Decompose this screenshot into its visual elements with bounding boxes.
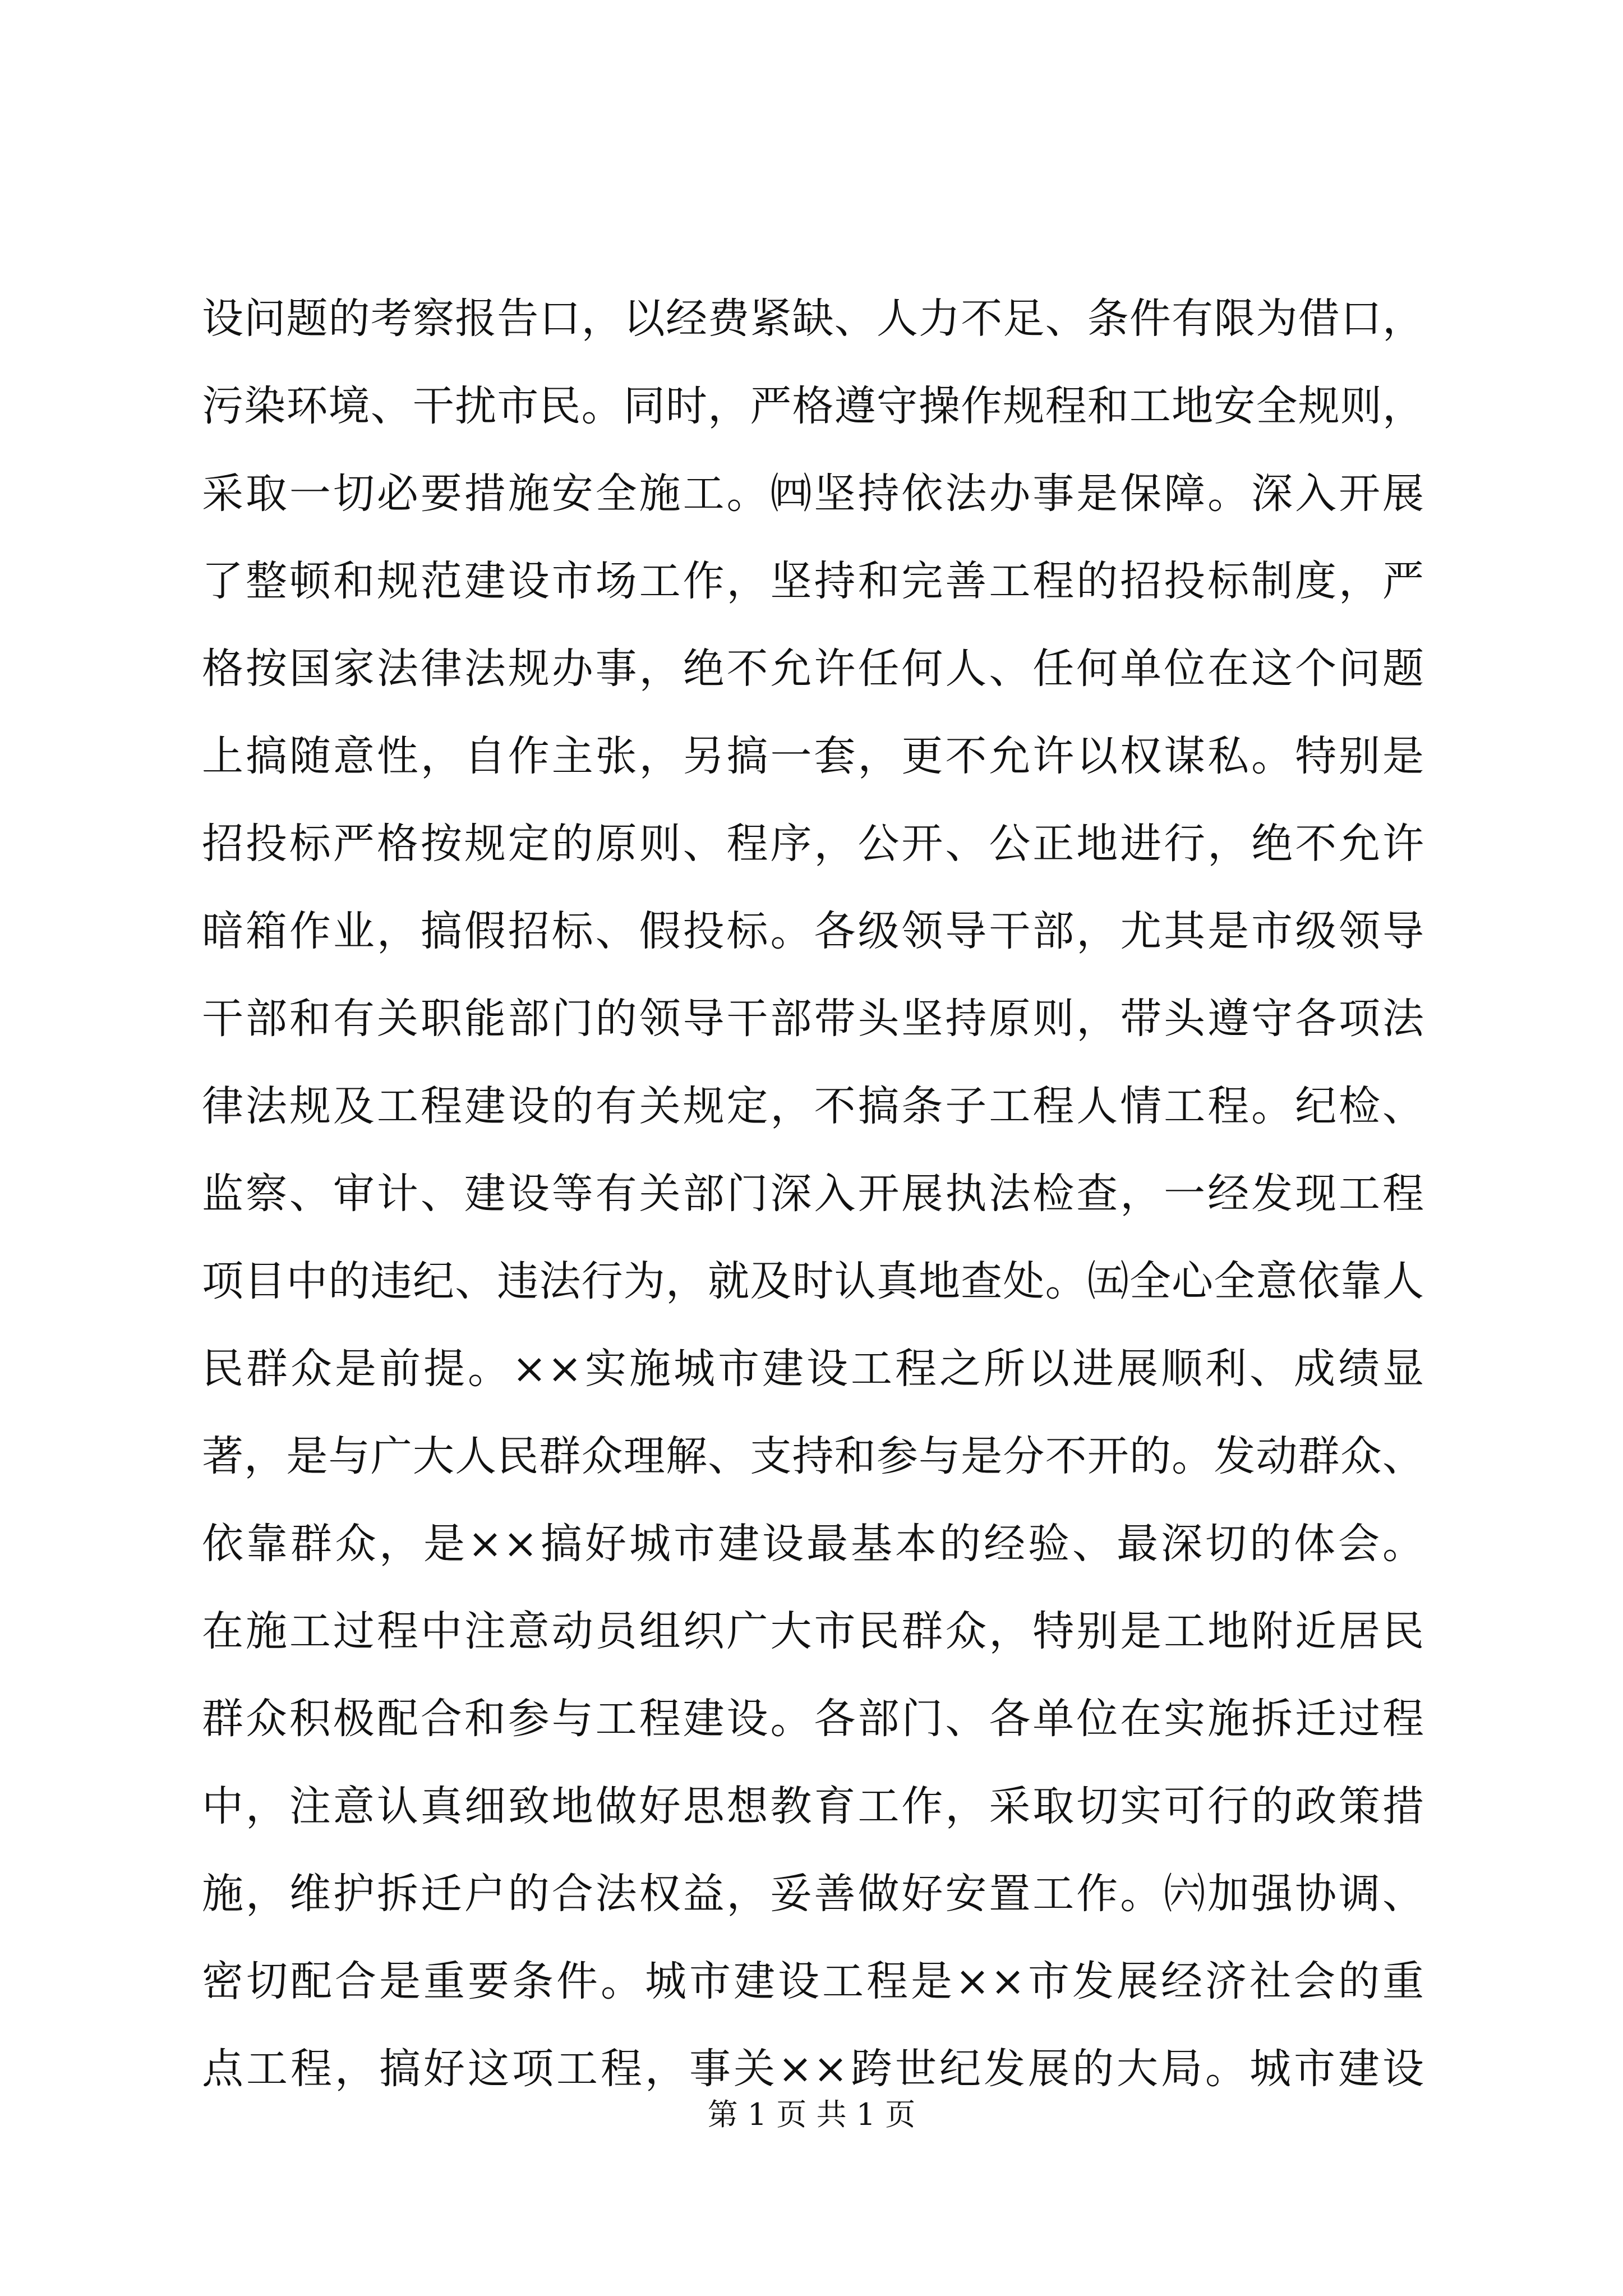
text-line: 律法规及工程建设的有关规定，不搞条子工程人情工程。纪检、 <box>202 1082 1424 1130</box>
text-line: 依靠群众，是××搞好城市建设最基本的经验、最深切的体会。 <box>202 1520 1424 1568</box>
text-line: 著，是与广大人民群众理解、支持和参与是分不开的。发动群众、 <box>202 1432 1424 1480</box>
text-line: 监察、审计、建设等有关部门深入开展执法检查，一经发现工程 <box>202 1170 1424 1218</box>
text-line: 密切配合是重要条件。城市建设工程是××市发展经济社会的重 <box>202 1957 1424 2005</box>
text-line: 设问题的考察报告口，以经费紧缺、人力不足、条件有限为借口， <box>202 295 1424 343</box>
text-line: 干部和有关职能部门的领导干部带头坚持原则，带头遵守各项法 <box>202 995 1424 1043</box>
text-line: 民群众是前提。××实施城市建设工程之所以进展顺利、成绩显 <box>202 1345 1424 1393</box>
page-number: 第 1 页 共 1 页 <box>707 2097 916 2132</box>
text-line: 上搞随意性，自作主张，另搞一套，更不允许以权谋私。特别是 <box>202 732 1424 780</box>
text-line: 项目中的违纪、违法行为，就及时认真地查处。㈤全心全意依靠人 <box>202 1257 1424 1305</box>
text-line: 中，注意认真细致地做好思想教育工作，采取切实可行的政策措 <box>202 1782 1424 1830</box>
text-line: 污染环境、干扰市民。同时，严格遵守操作规程和工地安全规则， <box>202 382 1424 430</box>
text-line: 了整顿和规范建设市场工作，坚持和完善工程的招投标制度，严 <box>202 557 1424 605</box>
text-line: 在施工过程中注意动员组织广大市民群众，特别是工地附近居民 <box>202 1607 1424 1655</box>
text-line: 群众积极配合和参与工程建设。各部门、各单位在实施拆迁过程 <box>202 1695 1424 1743</box>
text-line: 暗箱作业，搞假招标、假投标。各级领导干部，尤其是市级领导 <box>202 907 1424 955</box>
page-footer <box>0 2092 1623 2137</box>
text-line: 格按国家法律法规办事，绝不允许任何人、任何单位在这个问题 <box>202 645 1424 693</box>
body-text <box>202 275 1424 2113</box>
text-line: 招投标严格按规定的原则、程序，公开、公正地进行，绝不允许 <box>202 820 1424 868</box>
text-line: 点工程，搞好这项工程，事关××跨世纪发展的大局。城市建设 <box>202 2045 1424 2093</box>
text-line: 施，维护拆迁户的合法权益，妥善做好安置工作。㈥加强协调、 <box>202 1870 1424 1918</box>
text-line: 采取一切必要措施安全施工。㈣坚持依法办事是保障。深入开展 <box>202 470 1424 518</box>
